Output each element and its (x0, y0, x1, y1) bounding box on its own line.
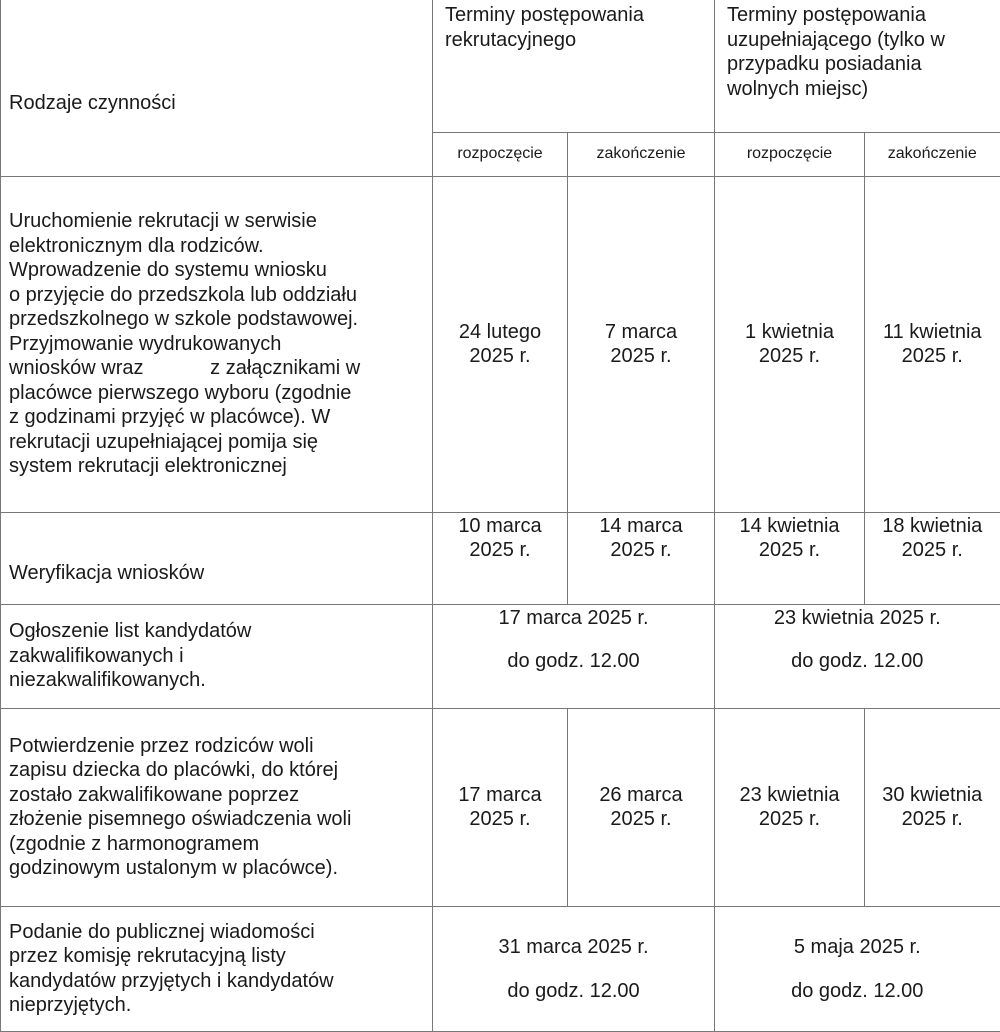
supplementary-end-header: zakończenie (865, 132, 1000, 176)
recruitment-terms-header: Terminy postępowania rekrutacyjnego (433, 0, 715, 132)
activity-cell: Podanie do publicznej wiadomości przez komisję rekrutacyjną listy kandydatów przyjętych i kandydatów nieprzyjętych. (1, 906, 433, 1031)
recruitment-end-header: zakończenie (568, 132, 715, 176)
recruitment-announcement-date: 17 marca 2025 r. do godz. 12.00 (433, 604, 715, 708)
table-row (1, 512, 1000, 604)
recruitment-end-date: 26 marca 2025 r. (568, 708, 715, 906)
supplementary-terms-header: Terminy postępowania uzupełniającego (tylko w przypadku posiadania wolnych miejsc) (715, 0, 1000, 132)
table-row (1, 906, 1000, 1031)
recruitment-publication-date: 31 marca 2025 r. do godz. 12.00 (433, 906, 715, 1031)
recruitment-start-header: rozpoczęcie (433, 132, 568, 176)
supplementary-start-date: 14 kwietnia 2025 r. (715, 512, 865, 604)
supplementary-start-date: 23 kwietnia 2025 r. (715, 708, 865, 906)
table-row (1, 708, 1000, 906)
table-row (1, 176, 1000, 512)
header-row (1, 0, 1000, 132)
supplementary-start-header: rozpoczęcie (715, 132, 865, 176)
supplementary-end-date: 30 kwietnia 2025 r. (865, 708, 1000, 906)
supplementary-end-date: 18 kwietnia 2025 r. (865, 512, 1000, 604)
recruitment-end-date: 7 marca 2025 r. (568, 176, 715, 512)
recruitment-start-date: 17 marca 2025 r. (433, 708, 568, 906)
supplementary-start-date: 1 kwietnia 2025 r. (715, 176, 865, 512)
recruitment-start-date: 10 marca 2025 r. (433, 512, 568, 604)
table-row (1, 604, 1000, 708)
activity-cell: Ogłoszenie list kandydatów zakwalifikowanych i niezakwalifikowanych. (1, 604, 433, 708)
activity-cell: Weryfikacja wniosków (1, 512, 433, 604)
activity-cell: Potwierdzenie przez rodziców woli zapisu dziecka do placówki, do której zostało zakwalifikowane poprzez złożenie pisemnego oświadczenia woli (zgodnie z harmonogramem godzinowym ustalonym w placówce). (1, 708, 433, 906)
activity-type-header: Rodzaje czynności (1, 0, 433, 176)
recruitment-end-date: 14 marca 2025 r. (568, 512, 715, 604)
activity-cell: Uruchomienie rekrutacji w serwisie elektronicznym dla rodziców. Wprowadzenie do systemu wniosku o przyjęcie do przedszkola lub oddziału przedszkolnego w szkole podstawowej. Przyjmowanie wydrukowanych wniosków wraz z załącznikami w placówce pierwszego wyboru (zgodnie z godzinami przyjęć w placówce). W rekrutacji uzupełniającej pomija się system rekrutacji elektronicznej (1, 176, 433, 512)
supplementary-announcement-date: 23 kwietnia 2025 r. do godz. 12.00 (715, 604, 1000, 708)
recruitment-start-date: 24 lutego 2025 r. (433, 176, 568, 512)
supplementary-publication-date: 5 maja 2025 r. do godz. 12.00 (715, 906, 1000, 1031)
supplementary-end-date: 11 kwietnia 2025 r. (865, 176, 1000, 512)
